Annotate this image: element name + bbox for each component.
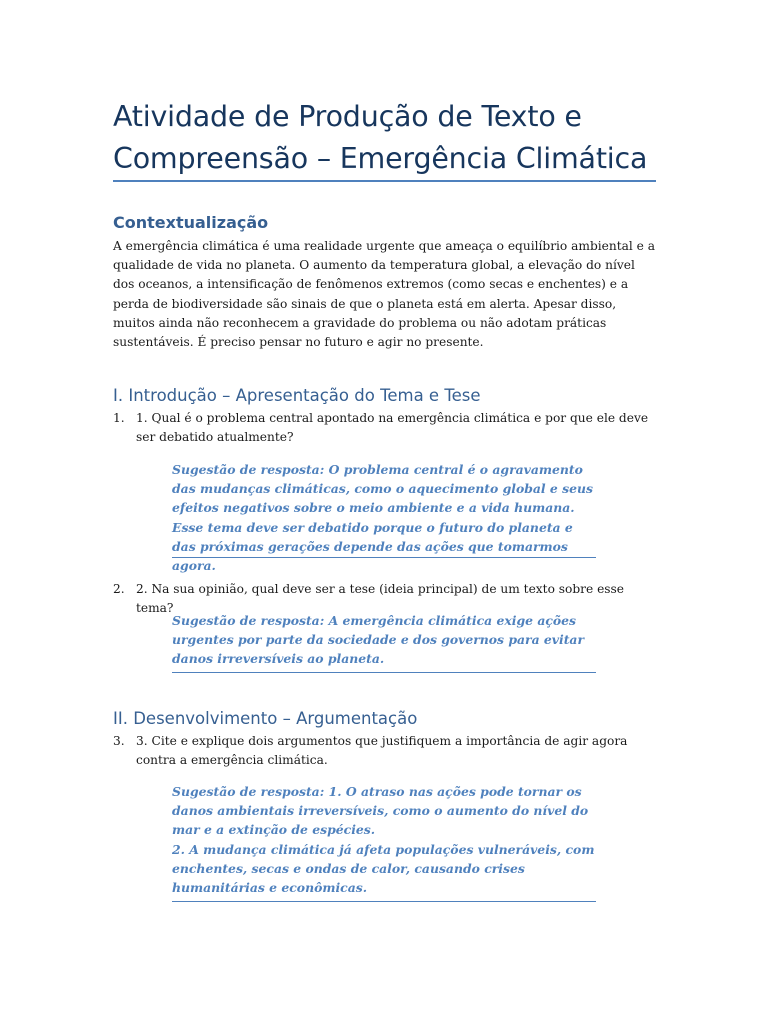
question-2-number: 2.: [113, 582, 125, 596]
section-1-heading: I. Introdução – Apresentação do Tema e Tese: [113, 386, 481, 405]
question-3-number: 3.: [113, 734, 125, 748]
answer-3-part-1: Sugestão de resposta: 1. O atraso nas ações pode tornar os danos ambientais irreversíveis, como o aumento do nível do mar e a extinção de espécies.: [172, 784, 589, 838]
answer-1-text: Sugestão de resposta: O problema central é o agravamento das mudanças climáticas, como o aquecimento global e seus efeitos negativos sobre o meio ambiente e a vida humana. Esse tema deve ser debatido porque o futuro do planeta e das próximas gerações depende das ações que tomarmos agora.: [172, 462, 593, 574]
answer-2-text: Sugestão de resposta: A emergência climática exige ações urgentes por parte da sociedade e dos governos para evitar danos irreversíveis ao planeta.: [172, 613, 584, 667]
context-paragraph: A emergência climática é uma realidade urgente que ameaça o equilíbrio ambiental e a qualidade de vida no planeta. O aumento da temperatura global, a elevação do nível dos oceanos, a intensificação de fenômenos extremos (como secas e enchentes) e a perda de biodiversidade são sinais de que o planeta está em alerta. Apesar disso, muitos ainda não reconhecem a gravidade do problema ou não adotam práticas sustentáveis. É preciso pensar no futuro e agir no presente.: [113, 239, 656, 350]
title-underline: [113, 180, 656, 182]
question-1-text: 1. Qual é o problema central apontado na emergência climática e por que ele deve ser debatido atualmente?: [136, 411, 649, 445]
question-3-text: 3. Cite e explique dois argumentos que justifiquem a importância de agir agora contra a emergência climática.: [136, 734, 628, 768]
answer-3: [172, 782, 596, 897]
question-2-text: 2. Na sua opinião, qual deve ser a tese (ideia principal) de um texto sobre esse tema?: [136, 582, 625, 616]
answer-3-part-2: 2. A mudança climática já afeta populações vulneráveis, com enchentes, secas e ondas de calor, causando crises humanitárias e econômicas.: [172, 841, 595, 896]
answer-3-rule: [172, 901, 596, 902]
answer-1-rule: [172, 557, 596, 558]
answer-2: [172, 611, 596, 669]
context-heading: Contextualização: [113, 213, 269, 232]
document-title: Atividade de Produção de Texto e Compreensão – Emergência Climática: [113, 100, 648, 175]
question-3: [113, 732, 658, 770]
answer-2-rule: [172, 672, 596, 673]
question-1: [113, 409, 658, 447]
section-2-heading: II. Desenvolvimento – Argumentação: [113, 709, 418, 728]
question-1-number: 1.: [113, 411, 125, 425]
